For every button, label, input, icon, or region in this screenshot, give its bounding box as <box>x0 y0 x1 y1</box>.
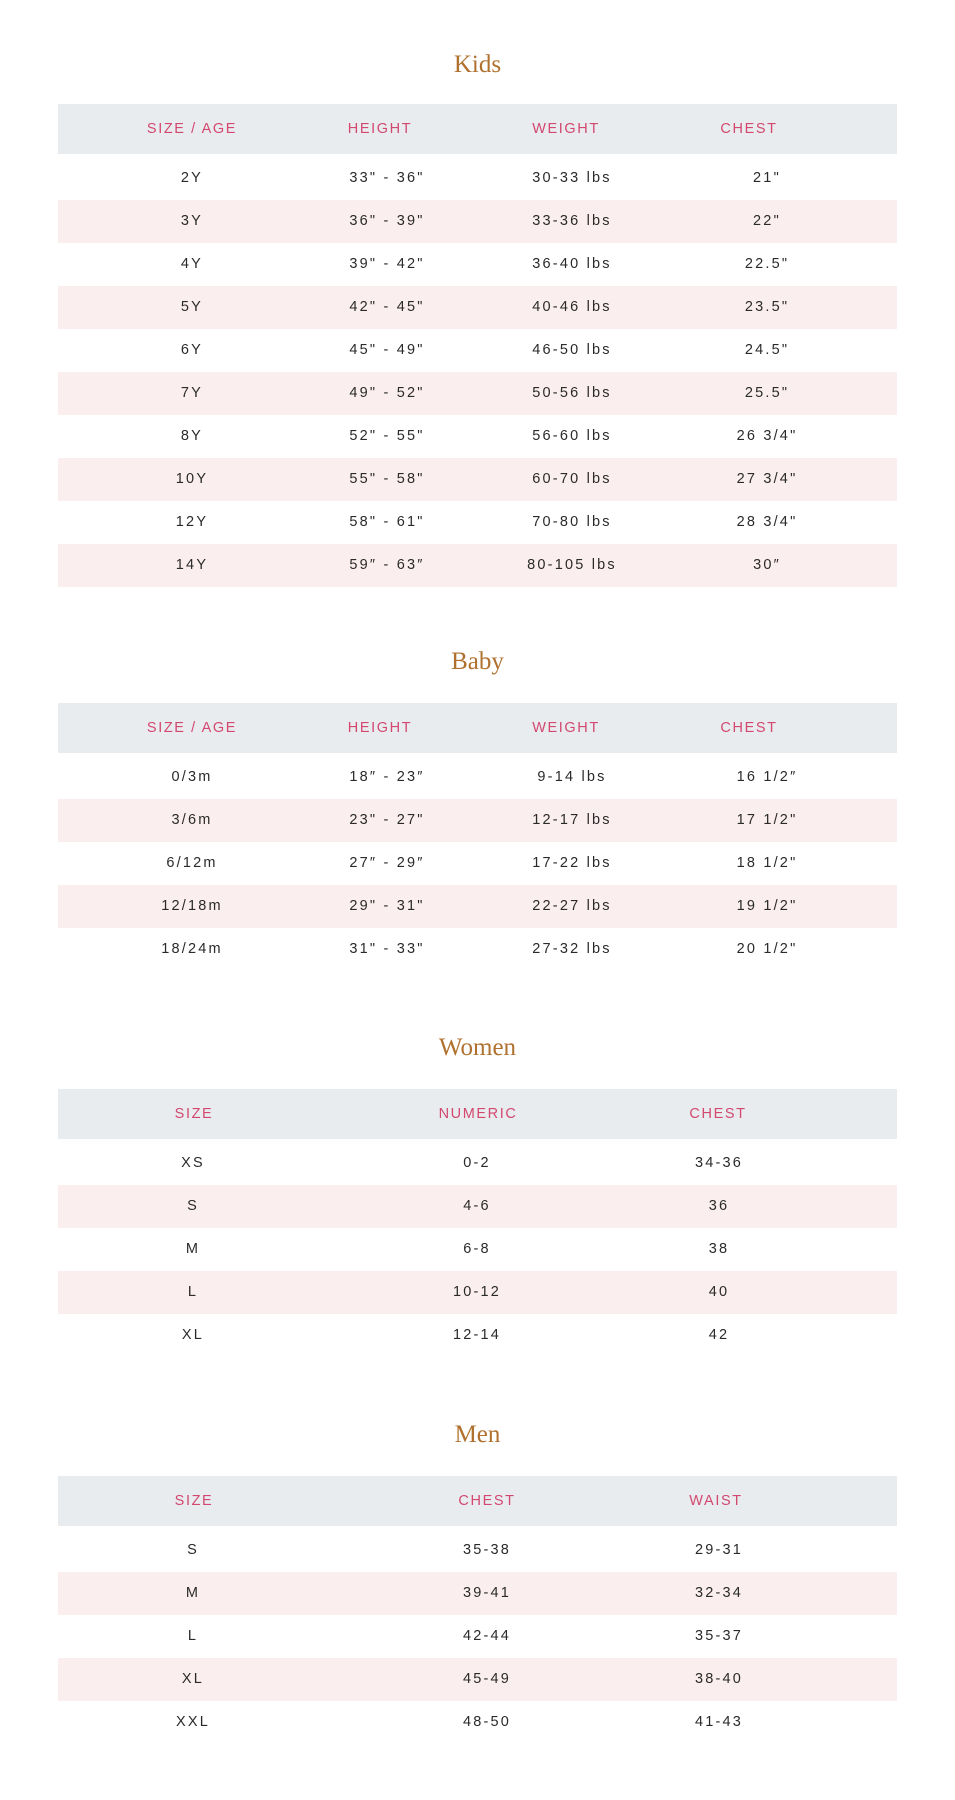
chest-cell: 24.5" <box>744 342 790 358</box>
baby-table <box>58 703 897 971</box>
height-cell: 31" - 33" <box>349 941 425 957</box>
column-header-numeric: NUMERIC <box>438 1106 518 1122</box>
size-cell: XXL <box>175 1714 210 1730</box>
chest-cell: 45-49 <box>462 1671 512 1687</box>
size-cell: XL <box>181 1671 205 1687</box>
table-row <box>58 501 897 544</box>
chest-cell: 23.5" <box>744 299 790 315</box>
height-cell: 36" - 39" <box>349 213 425 229</box>
women-table-header <box>58 1089 897 1139</box>
size-cell: 14Y <box>175 557 209 573</box>
table-row <box>58 372 897 415</box>
size-cell: 12Y <box>175 514 209 530</box>
size-cell: 6Y <box>180 342 204 358</box>
height-cell: 29" - 31" <box>349 898 425 914</box>
chest-cell: 18 1/2" <box>736 855 798 871</box>
weight-cell: 36-40 lbs <box>532 256 612 272</box>
size-cell: 6/12m <box>166 855 218 871</box>
chest-cell: 42-44 <box>462 1628 512 1644</box>
table-row <box>58 243 897 286</box>
size-cell: 3/6m <box>171 812 213 828</box>
weight-cell: 56-60 lbs <box>532 428 612 444</box>
weight-cell: 50-56 lbs <box>532 385 612 401</box>
chest-cell: 22" <box>753 213 781 229</box>
waist-cell: 29-31 <box>694 1542 744 1558</box>
table-row <box>58 415 897 458</box>
chest-cell: 40 <box>708 1284 730 1300</box>
weight-cell: 30-33 lbs <box>532 170 612 186</box>
size-cell: 18/24m <box>161 941 223 957</box>
height-cell: 49" - 52" <box>349 385 425 401</box>
chest-cell: 22.5" <box>744 256 790 272</box>
height-cell: 58" - 61" <box>349 514 425 530</box>
baby-title: Baby <box>451 648 504 675</box>
size-cell: 0/3m <box>171 769 213 785</box>
size-cell: 4Y <box>180 256 204 272</box>
size-cell: 2Y <box>180 170 204 186</box>
height-cell: 27″ - 29″ <box>349 855 425 871</box>
chest-cell: 36 <box>708 1198 730 1214</box>
size-cell: S <box>187 1542 199 1558</box>
height-cell: 39" - 42" <box>349 256 425 272</box>
size-cell: XS <box>181 1155 205 1171</box>
table-row <box>58 1228 897 1271</box>
size-cell: 7Y <box>180 385 204 401</box>
size-cell: S <box>187 1198 199 1214</box>
men-table-header <box>58 1476 897 1526</box>
size-cell: M <box>185 1241 201 1257</box>
baby-section <box>58 637 897 957</box>
column-header-size: SIZE <box>174 1493 214 1509</box>
table-row <box>58 157 897 200</box>
table-row <box>58 458 897 501</box>
waist-cell: 35-37 <box>694 1628 744 1644</box>
size-cell: 3Y <box>180 213 204 229</box>
height-cell: 52" - 55" <box>349 428 425 444</box>
kids-section <box>58 40 897 573</box>
chest-cell: 28 3/4" <box>736 514 798 530</box>
table-row <box>58 544 897 587</box>
height-cell: 45" - 49" <box>349 342 425 358</box>
weight-cell: 22-27 lbs <box>532 898 612 914</box>
table-row <box>58 1142 897 1185</box>
table-row <box>58 329 897 372</box>
size-cell: 12/18m <box>161 898 223 914</box>
column-header-height: HEIGHT <box>347 121 413 137</box>
table-row <box>58 1658 897 1701</box>
weight-cell: 80-105 lbs <box>527 557 617 573</box>
column-header-chest: CHEST <box>689 1106 747 1122</box>
height-cell: 33" - 36" <box>349 170 425 186</box>
weight-cell: 60-70 lbs <box>532 471 612 487</box>
size-cell: 10Y <box>175 471 209 487</box>
table-row <box>58 1529 897 1572</box>
weight-cell: 33-36 lbs <box>532 213 612 229</box>
women-section <box>58 1023 897 1343</box>
table-row <box>58 1185 897 1228</box>
column-header-waist: WAIST <box>689 1493 743 1509</box>
column-header-size: SIZE <box>174 1106 214 1122</box>
column-header-size-age: SIZE / AGE <box>146 121 238 137</box>
table-row <box>58 286 897 329</box>
height-cell: 42" - 45" <box>349 299 425 315</box>
women-table <box>58 1089 897 1357</box>
weight-cell: 17-22 lbs <box>532 855 612 871</box>
column-header-weight: WEIGHT <box>532 720 600 736</box>
column-header-chest: CHEST <box>720 121 778 137</box>
chest-cell: 39-41 <box>462 1585 512 1601</box>
chest-cell: 30″ <box>753 557 781 573</box>
chest-cell: 16 1/2″ <box>736 769 798 785</box>
chest-cell: 42 <box>708 1327 730 1343</box>
chest-cell: 38 <box>708 1241 730 1257</box>
kids-title: Kids <box>453 51 502 78</box>
weight-cell: 46-50 lbs <box>532 342 612 358</box>
chest-cell: 26 3/4" <box>736 428 798 444</box>
height-cell: 55" - 58" <box>349 471 425 487</box>
weight-cell: 12-17 lbs <box>532 812 612 828</box>
women-title: Women <box>438 1034 517 1061</box>
men-section <box>58 1410 897 1730</box>
chest-cell: 25.5" <box>744 385 790 401</box>
chest-cell: 17 1/2" <box>736 812 798 828</box>
table-row <box>58 1572 897 1615</box>
table-row <box>58 200 897 243</box>
table-row <box>58 1271 897 1314</box>
size-cell: L <box>187 1628 199 1644</box>
column-header-chest: CHEST <box>720 720 778 736</box>
height-cell: 23" - 27" <box>349 812 425 828</box>
table-row <box>58 842 897 885</box>
chest-cell: 48-50 <box>462 1714 512 1730</box>
weight-cell: 27-32 lbs <box>532 941 612 957</box>
table-row <box>58 1314 897 1357</box>
men-title: Men <box>454 1421 501 1448</box>
table-row <box>58 928 897 971</box>
baby-table-header <box>58 703 897 753</box>
column-header-height: HEIGHT <box>347 720 413 736</box>
waist-cell: 32-34 <box>694 1585 744 1601</box>
kids-table <box>58 104 897 587</box>
weight-cell: 70-80 lbs <box>532 514 612 530</box>
numeric-cell: 0-2 <box>463 1155 491 1171</box>
waist-cell: 38-40 <box>694 1671 744 1687</box>
chest-cell: 34-36 <box>694 1155 744 1171</box>
table-row <box>58 1701 897 1744</box>
chest-cell: 21" <box>753 170 781 186</box>
size-cell: 8Y <box>180 428 204 444</box>
waist-cell: 41-43 <box>694 1714 744 1730</box>
size-cell: 5Y <box>180 299 204 315</box>
chest-cell: 19 1/2" <box>736 898 798 914</box>
table-row <box>58 1615 897 1658</box>
table-row <box>58 756 897 799</box>
weight-cell: 9-14 lbs <box>537 769 607 785</box>
chest-cell: 35-38 <box>462 1542 512 1558</box>
chest-cell: 27 3/4" <box>736 471 798 487</box>
men-table <box>58 1476 897 1744</box>
size-cell: L <box>187 1284 199 1300</box>
numeric-cell: 12-14 <box>452 1327 502 1343</box>
column-header-size-age: SIZE / AGE <box>146 720 238 736</box>
numeric-cell: 6-8 <box>463 1241 491 1257</box>
column-header-chest: CHEST <box>458 1493 516 1509</box>
chest-cell: 20 1/2" <box>736 941 798 957</box>
size-cell: M <box>185 1585 201 1601</box>
numeric-cell: 4-6 <box>463 1198 491 1214</box>
size-cell: XL <box>181 1327 205 1343</box>
numeric-cell: 10-12 <box>452 1284 502 1300</box>
kids-table-header <box>58 104 897 154</box>
height-cell: 59″ - 63″ <box>349 557 425 573</box>
height-cell: 18″ - 23″ <box>349 769 425 785</box>
table-row <box>58 885 897 928</box>
table-row <box>58 799 897 842</box>
weight-cell: 40-46 lbs <box>532 299 612 315</box>
column-header-weight: WEIGHT <box>532 121 600 137</box>
